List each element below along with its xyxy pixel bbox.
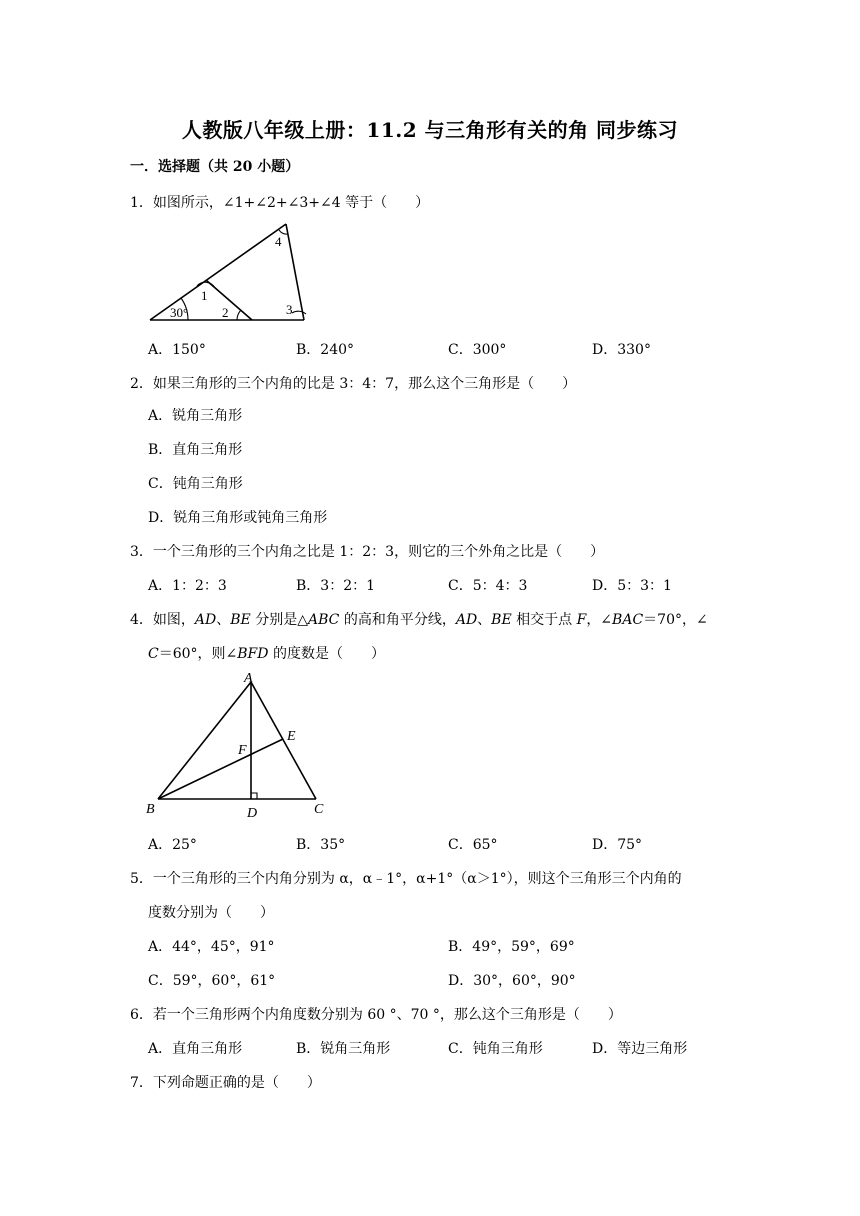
q3-option-d: D．5：3：1 [592, 578, 672, 594]
q4-var: AD [194, 612, 217, 628]
q3-option-a: A．1：2：3 [148, 578, 227, 594]
q4-text: 的高和角平分线， [339, 612, 456, 628]
q6-option-b: B．锐角三角形 [296, 1041, 391, 1057]
q1-option-a: A．150° [148, 342, 206, 358]
q4-option-d: D．75° [592, 837, 643, 853]
question-1-figure [140, 218, 320, 326]
angle-1-label: 1 [201, 288, 208, 303]
question-6-stem: 6．若一个三角形两个内角度数分别为 60 °、70 °，那么这个三角形是（ ） [130, 1007, 622, 1023]
q4-option-b: B．35° [296, 837, 346, 853]
vertex-c-label: C [314, 802, 324, 817]
question-5-stem-line-2: 度数分别为（ ） [148, 905, 274, 921]
q5-option-d: D．30°，60°，90° [448, 973, 576, 989]
q4-var: F [576, 612, 587, 628]
q4-text: 分别是△ [250, 612, 308, 628]
question-4-figure [140, 668, 340, 824]
q4-option-a: A．25° [148, 837, 197, 853]
q4-text: ＝60°，则∠ [158, 646, 238, 662]
q4-var: BFD [237, 646, 269, 662]
question-4-stem-line-1 [130, 609, 708, 629]
q4-text: ，∠ [586, 612, 613, 628]
angle-4-label: 4 [275, 234, 282, 249]
q4-option-c: C．65° [448, 837, 498, 853]
question-3-stem: 3．一个三角形的三个内角之比是 1：2：3，则它的三个外角之比是（ ） [130, 544, 605, 560]
q4-var: BE [491, 612, 512, 628]
q4-text: 相交于点 [511, 612, 577, 628]
page-title: 人教版八年级上册：11.2 与三角形有关的角 同步练习 [181, 118, 679, 142]
section-heading: 一．选择题（共 20 小题） [130, 159, 300, 175]
q2-option-b: B．直角三角形 [148, 442, 243, 458]
q4-var: C [148, 646, 159, 662]
question-5-stem-line-1: 5．一个三角形的三个内角分别为 α，α﹣1°，α+1°（α＞1°），则这个三角形三个内角的 [130, 871, 682, 887]
q1-option-c: C．300° [448, 342, 507, 358]
q1-option-b: B．240° [296, 342, 355, 358]
q4-text: ＝70°，∠ [643, 612, 708, 628]
q2-option-c: C．钝角三角形 [148, 476, 243, 492]
q6-option-a: A．直角三角形 [148, 1041, 243, 1057]
angle-3-label: 3 [286, 302, 293, 317]
question-1-stem: 1．如图所示，∠1+∠2+∠3+∠4 等于（ ） [130, 195, 430, 211]
question-2-stem: 2．如果三角形的三个内角的比是 3：4：7，那么这个三角形是（ ） [130, 376, 577, 392]
angle-2-label: 2 [222, 305, 229, 320]
q4-text: 、 [216, 612, 231, 628]
vertex-a-label: A [244, 671, 253, 686]
q5-option-c: C．59°，60°，61° [148, 973, 276, 989]
q6-option-d: D．等边三角形 [592, 1041, 688, 1057]
q4-text: 4．如图， [130, 612, 195, 628]
q6-option-c: C．钝角三角形 [448, 1041, 543, 1057]
q4-var: ABC [308, 612, 340, 628]
q4-var: BE [230, 612, 251, 628]
q2-option-d: D．锐角三角形或钝角三角形 [148, 510, 328, 526]
q5-option-b: B．49°，59°，69° [448, 939, 575, 955]
point-d-label: D [247, 806, 258, 821]
q4-var: BAC [612, 612, 644, 628]
q4-text: 的度数是（ ） [268, 646, 385, 662]
q5-option-a: A．44°，45°，91° [148, 939, 275, 955]
angle-30-label: 30° [170, 305, 189, 320]
q2-option-a: A．锐角三角形 [148, 408, 243, 424]
q3-option-b: B．3：2：1 [296, 578, 376, 594]
q3-option-c: C．5：4：3 [448, 578, 528, 594]
q4-var: AD [455, 612, 478, 628]
question-4-stem-line-2 [148, 643, 385, 663]
point-e-label: E [287, 729, 296, 744]
question-7-stem: 7．下列命题正确的是（ ） [130, 1075, 321, 1091]
point-f-label: F [238, 743, 247, 758]
q4-text: 、 [477, 612, 492, 628]
q1-option-d: D．330° [592, 342, 651, 358]
vertex-b-label: B [146, 802, 155, 817]
